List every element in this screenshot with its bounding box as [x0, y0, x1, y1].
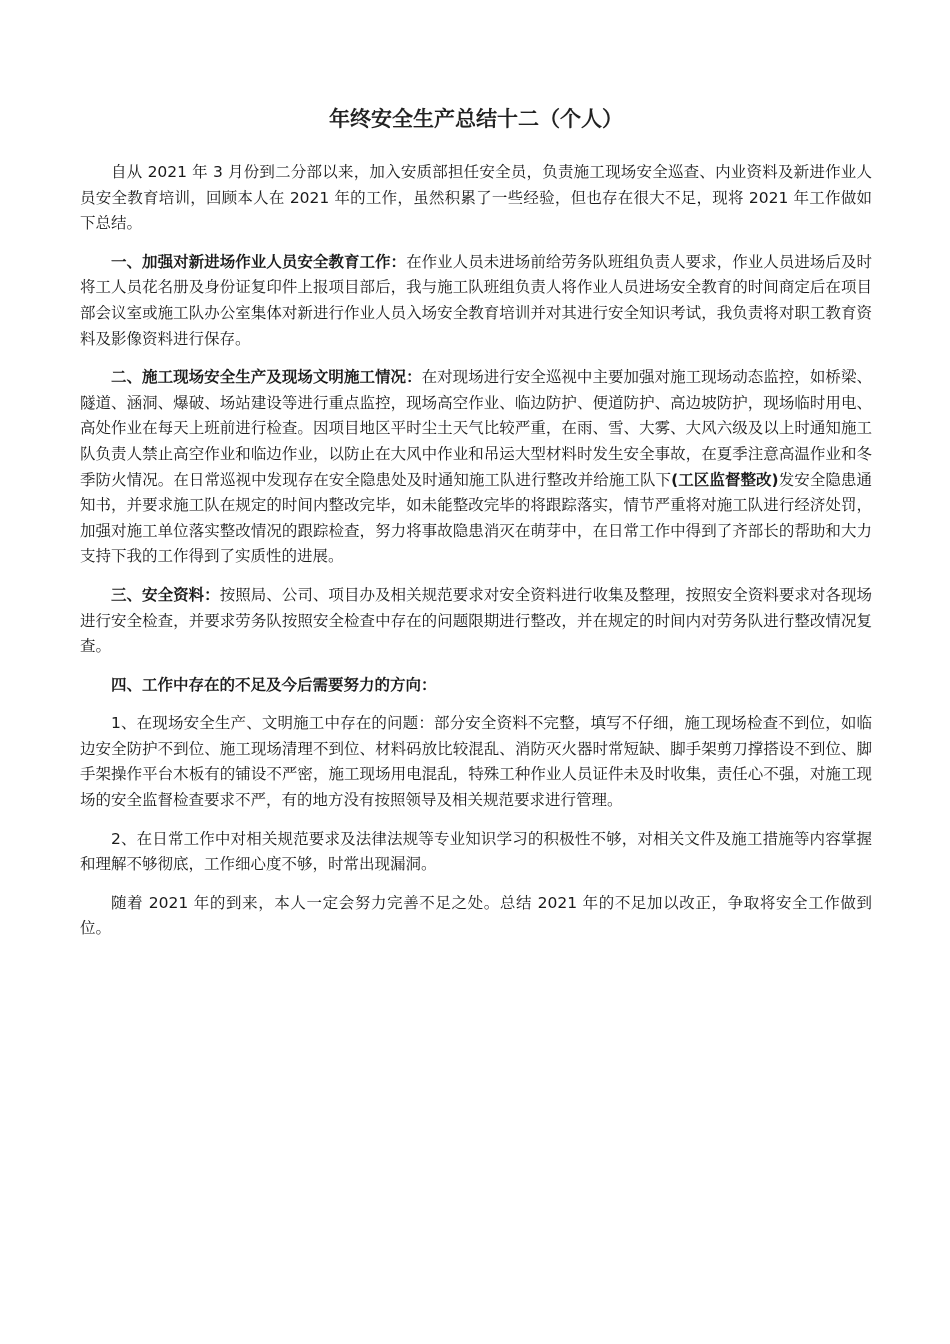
section-4-item-2: 2、在日常工作中对相关规范要求及法律法规等专业知识学习的积极性不够，对相关文件及施工措施等内容掌握和理解不够彻底，工作细心度不够，时常出现漏洞。	[80, 829, 872, 874]
section-4-heading: 四、工作中存在的不足及今后需要努力的方向：	[111, 675, 437, 694]
section-2-body-b: 发安全隐患通知书，并要求施工队在规定的时间内整改完毕，如未能整改完毕的将跟踪落实，情节严重将对施工队进行经济处罚，加强对施工单位落实整改情况的跟踪检查，努力将事故隐患消灭在萌芽中，在日常工作中得到了齐部长的帮助和大力支持下我的工作得到了实质性的进展。	[80, 470, 872, 566]
section-2-paragraph	[80, 365, 872, 570]
section-1-heading: 一、加强对新进场作业人员安全教育工作：	[111, 252, 407, 271]
section-3-heading: 三、安全资料：	[111, 585, 220, 604]
document-title: 年终安全生产总结十二（个人）	[329, 107, 623, 131]
section-2-emphasis: (工区监督整改)	[671, 470, 779, 489]
intro-paragraph: 自从 2021 年 3 月份到二分部以来，加入安质部担任安全员，负责施工现场安全巡查、内业资料及新进作业人员安全教育培训，回顾本人在 2021 年的工作，虽然积累了一些经验，但也存在很大不足，现将 2021 年工作做如下总结。	[80, 163, 872, 233]
closing-paragraph: 随着 2021 年的到来，本人一定会努力完善不足之处。总结 2021 年的不足加以改正，争取将安全工作做到位。	[80, 893, 872, 938]
section-2-body-a: 在对现场进行安全巡视中主要加强对施工现场动态监控，如桥梁、隧道、涵洞、爆破、场站建设等进行重点监控，现场高空作业、临边防护、便道防护、高边坡防护，现场临时用电、高处作业在每天上班前进行检查。因项目地区平时尘土天气比较严重，在雨、雪、大雾、大风六级及以上时通知施工队负责人禁止高空作业和临边作业，以防止在大风中作业和吊运大型材料时发生安全事故，在夏季注意高温作业和冬季防火情况。在日常巡视中发现存在安全隐患处及时通知施工队进行整改并给施工队下	[80, 368, 872, 489]
section-1-body: 在作业人员未进场前给劳务队班组负责人要求，作业人员进场后及时将工人员花名册及身份证复印件上报项目部后，我与施工队班组负责人将作业人员进场安全教育的时间商定后在项目部会议室或施工队办公室集体对新进行作业人员入场安全教育培训并对其进行安全知识考试，我负责将对职工教育资料及影像资料进行保存。	[80, 252, 872, 348]
section-4-heading-paragraph	[80, 673, 872, 699]
section-2-heading: 二、施工现场安全生产及现场文明施工情况：	[111, 368, 422, 387]
section-3-paragraph	[80, 583, 872, 660]
document-page	[80, 104, 872, 955]
section-3-body: 按照局、公司、项目办及相关规范要求对安全资料进行收集及整理，按照安全资料要求对各现场进行安全检查，并要求劳务队按照安全检查中存在的问题限期进行整改，并在规定的时间内对劳务队进行整改情况复查。	[80, 585, 872, 656]
section-1-paragraph	[80, 250, 872, 352]
section-4-item-1: 1、在现场安全生产、文明施工中存在的问题：部分安全资料不完整，填写不仔细，施工现场检查不到位，如临边安全防护不到位、施工现场清理不到位、材料码放比较混乱、消防灭火器时常短缺、脚手架剪刀撑搭设不到位、脚手架操作平台木板有的铺设不严密，施工现场用电混乱，特殊工种作业人员证件未及时收集，责任心不强，对施工现场的安全监督检查要求不严，有的地方没有按照领导及相关规范要求进行管理。	[80, 714, 872, 810]
